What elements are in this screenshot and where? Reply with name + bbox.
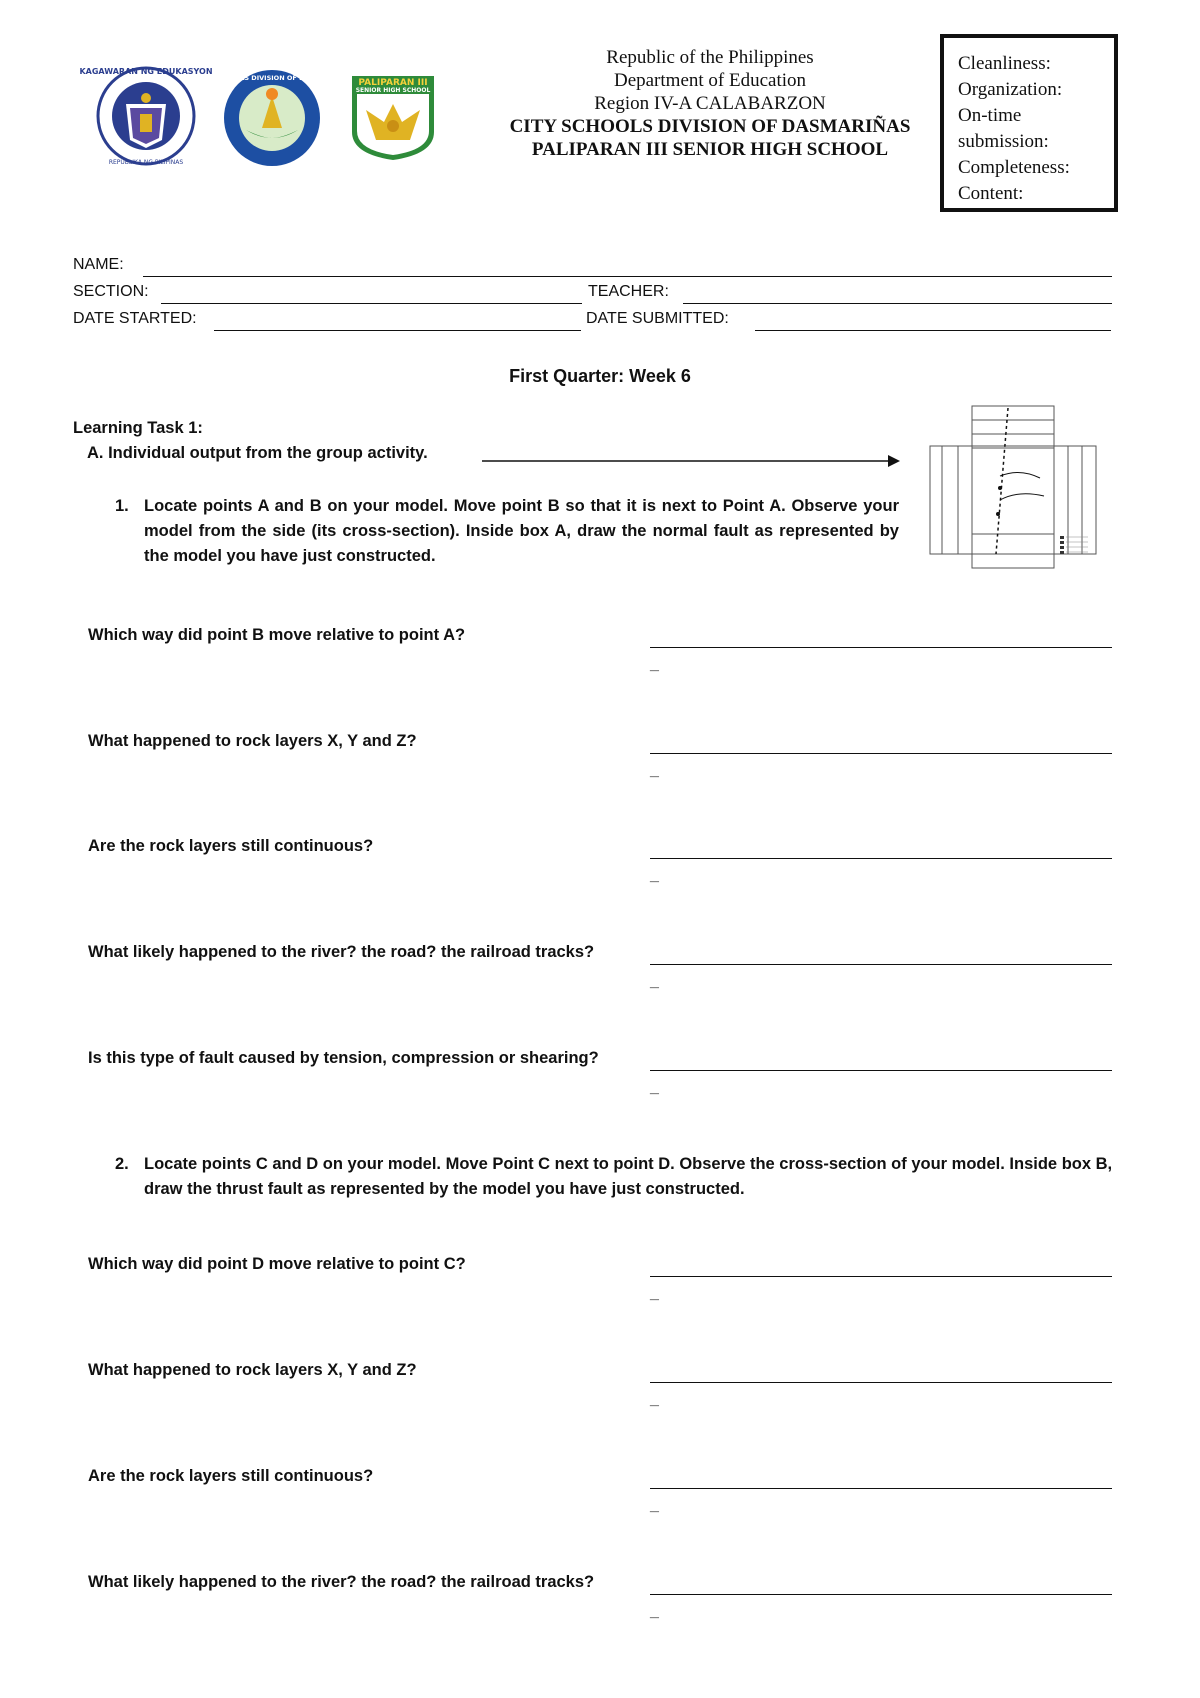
q1-answer-line[interactable] xyxy=(650,647,1112,648)
q4-answer-tail: _ xyxy=(650,973,659,990)
date-started-field[interactable] xyxy=(214,330,581,331)
header-school: PALIPARAN III SENIOR HIGH SCHOOL xyxy=(531,139,889,160)
task-heading: Learning Task 1: xyxy=(73,419,203,437)
q3-answer-tail: _ xyxy=(650,867,659,884)
q1-text: Which way did point B move relative to point A? xyxy=(88,626,466,644)
header-region: Region IV-A CALABARZON xyxy=(594,93,826,114)
q9-text: What likely happened to the river? the road? the railroad tracks? xyxy=(88,1573,595,1591)
school-name-2: SENIOR HIGH SCHOOL xyxy=(355,87,431,94)
header-division: CITY SCHOOLS DIVISION OF DASMARIÑAS xyxy=(509,116,911,137)
q8-text: Are the rock layers still continuous? xyxy=(88,1467,374,1485)
header-department: Department of Education xyxy=(613,70,807,91)
score-organization: Organization: xyxy=(958,79,1063,100)
q4-answer-line[interactable] xyxy=(650,964,1112,965)
item-2-text: Locate points C and D on your model. Move Point C next to point D. Observe the cross-section of your model. Inside box B, draw the thrust fault as represented by the model you have just constructed. xyxy=(144,1155,1113,1198)
date-started-label: DATE STARTED: xyxy=(73,310,197,327)
name-field[interactable] xyxy=(143,276,1112,277)
deped-bottom-text: REPUBLIKA NG PILIPINAS xyxy=(108,159,184,166)
score-box xyxy=(940,34,1118,212)
q5-answer-line[interactable] xyxy=(650,1070,1112,1071)
score-ontime: On-time xyxy=(958,105,1022,126)
division-ring-text: CITY SCHOOLS DIVISION OF DASMARIÑAS xyxy=(195,74,349,82)
q8-answer-line[interactable] xyxy=(650,1488,1112,1489)
q2-answer-tail: _ xyxy=(650,762,659,779)
q2-text: What happened to rock layers X, Y and Z? xyxy=(88,732,417,750)
q6-answer-line[interactable] xyxy=(650,1276,1112,1277)
q7-text: What happened to rock layers X, Y and Z? xyxy=(88,1361,417,1379)
school-name-1: PALIPARAN III xyxy=(358,78,428,88)
q6-text: Which way did point D move relative to point C? xyxy=(88,1255,466,1273)
deped-ring-text: KAGAWARAN NG EDUKASYON xyxy=(79,67,213,76)
score-cleanliness: Cleanliness: xyxy=(958,53,1051,74)
part-a-label: A. Individual output from the group activity. xyxy=(87,444,428,462)
teacher-field[interactable] xyxy=(683,303,1112,304)
q7-answer-line[interactable] xyxy=(650,1382,1112,1383)
q3-text: Are the rock layers still continuous? xyxy=(88,837,374,855)
fault-model-diagram xyxy=(928,404,1096,570)
arrow-to-model xyxy=(482,454,902,468)
q5-text: Is this type of fault caused by tension, compression or shearing? xyxy=(88,1049,599,1067)
item-1-number: 1. xyxy=(115,497,129,515)
q6-answer-tail: _ xyxy=(650,1285,659,1302)
q9-answer-line[interactable] xyxy=(650,1594,1112,1595)
q9-answer-tail: _ xyxy=(650,1603,659,1620)
q1-answer-tail: _ xyxy=(650,656,659,673)
school-seal xyxy=(350,74,436,162)
q8-answer-tail: _ xyxy=(650,1497,659,1514)
score-completeness: Completeness: xyxy=(958,157,1070,178)
item-2-number: 2. xyxy=(115,1155,129,1173)
q4-text: What likely happened to the river? the road? the railroad tracks? xyxy=(88,943,595,961)
score-content: Content: xyxy=(958,183,1024,204)
deped-seal xyxy=(79,64,213,168)
date-submitted-label: DATE SUBMITTED: xyxy=(586,310,729,327)
section-field[interactable] xyxy=(161,303,582,304)
division-seal xyxy=(195,68,349,168)
teacher-label: TEACHER: xyxy=(588,283,669,300)
q2-answer-line[interactable] xyxy=(650,753,1112,754)
q5-answer-tail: _ xyxy=(650,1079,659,1096)
q7-answer-tail: _ xyxy=(650,1391,659,1408)
page-title: First Quarter: Week 6 xyxy=(509,366,691,386)
score-submission: submission: xyxy=(958,131,1049,152)
q3-answer-line[interactable] xyxy=(650,858,1112,859)
date-submitted-field[interactable] xyxy=(755,330,1111,331)
school-header xyxy=(480,46,940,161)
section-label: SECTION: xyxy=(73,283,149,300)
name-label: NAME: xyxy=(73,256,124,273)
item-1-text: Locate points A and B on your model. Move point B so that it is next to Point A. Observe your model from the side (its cross-section). Inside box A, draw the normal fault as represented by the model you have just constructed. xyxy=(144,497,899,565)
header-republic: Republic of the Philippines xyxy=(606,47,814,68)
